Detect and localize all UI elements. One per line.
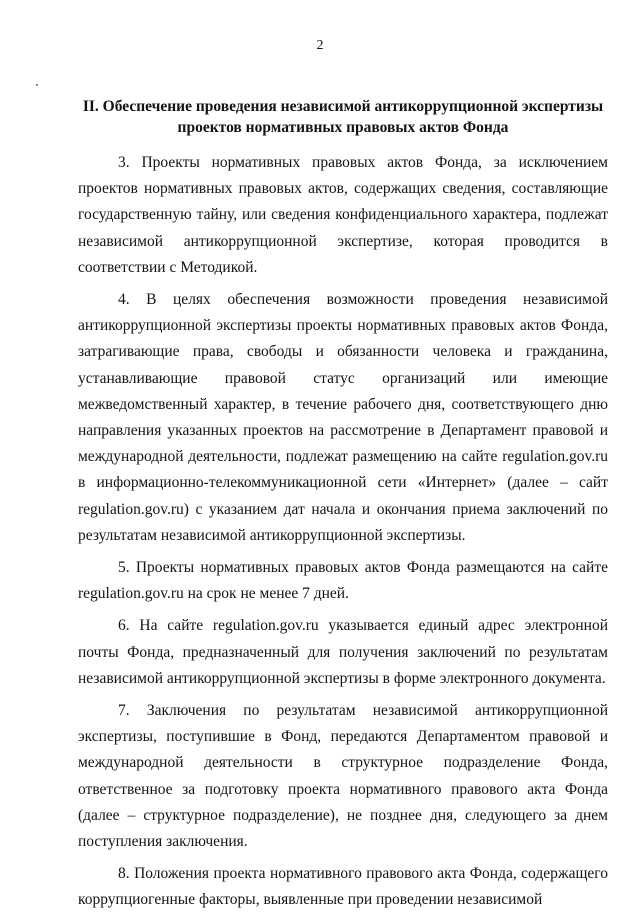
section-heading — [78, 96, 608, 138]
page-number: 2 — [316, 38, 324, 53]
paragraph-6: 6. На сайте regulation.gov.ru указывается единый адрес электронной почты Фонда, предназначенный для получения заключений по результатам независимой антикоррупционной экспертизы в форме электронного документа. — [78, 617, 608, 687]
document-body — [78, 96, 608, 914]
paragraph-8: 8. Положения проекта нормативного правового акта Фонда, содержащего коррупциогенные факторы, выявленные при проведении независимой — [78, 865, 608, 909]
paragraph-7: 7. Заключения по результатам независимой антикоррупционной экспертизы, поступившие в Фонд, передаются Департаментом правовой и международной деятельности в структурное подразделение Фонда, ответственное за подготовку проекта нормативного правового акта Фонда (далее – структурное подразделение), не позднее дня, следующего за днем поступления заключения. — [78, 702, 608, 851]
scan-speck — [36, 84, 38, 86]
paragraph-4: 4. В целях обеспечения возможности проведения независимой антикоррупционной экспертизы проекты нормативных правовых актов Фонда, затрагивающие права, свободы и обязанности человека и гражданина, устанавливающие правовой статус организаций или имеющие межведомственный характер, в течение рабочего дня, соответствующего дню направления указанных проектов на рассмотрение в Департамент правовой и международной деятельности, подлежат размещению на сайте regulation.gov.ru в информационно-телекоммуникационной сети «Интернет» (далее – сайт regulation.gov.ru) с указанием дат начала и окончания приема заключений по результатам независимой антикоррупционной экспертизы. — [78, 291, 608, 544]
section-heading-line-2: проектов нормативных правовых актов Фонда — [177, 119, 509, 136]
paragraph-5: 5. Проекты нормативных правовых актов Фонда размещаются на сайте regulation.gov.ru на срок не менее 7 дней. — [78, 559, 608, 603]
paragraph-3: 3. Проекты нормативных правовых актов Фонда, за исключением проектов нормативных правовых актов, содержащих сведения, составляющие государственную тайну, или сведения конфиденциального характера, подлежат независимой антикоррупционной экспертизе, которая проводится в соответствии с Методикой. — [78, 154, 608, 276]
section-heading-line-1: II. Обеспечение проведения независимой антикоррупционной экспертизы — [82, 98, 604, 115]
